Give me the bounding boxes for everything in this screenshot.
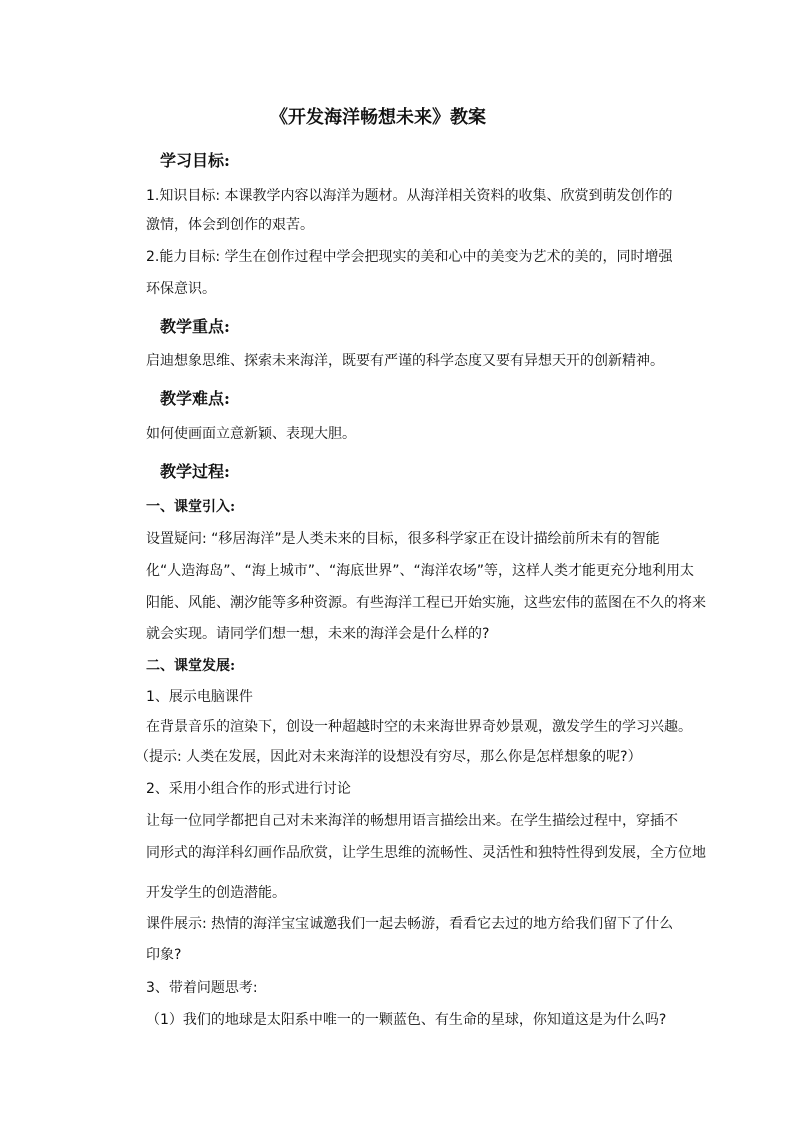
intro-heading: 一、课堂引入: xyxy=(146,499,236,515)
intro-paragraph-line-4: 就会实现。请同学们想一想，未来的海洋会是什么样的? xyxy=(146,626,490,642)
knowledge-objective-line-1: 1.知识目标: 本课教学内容以海洋为题材。从海洋相关资料的收集、欣赏到萌发创作的 xyxy=(146,188,673,204)
development-heading: 二、课堂发展: xyxy=(146,658,236,674)
intro-paragraph-line-3: 阳能、风能、潮汐能等多种资源。有些海洋工程已开始实施，这些宏伟的蓝图在不久的将来 xyxy=(146,595,706,611)
ability-objective-line-1: 2.能力目标: 学生在创作过程中学会把现实的美和心中的美变为艺术的美的，同时增强 xyxy=(146,249,673,265)
courseware-paragraph-line-1: 课件展示: 热情的海洋宝宝诚邀我们一起去畅游，看看它去过的地方给我们留下了什么 xyxy=(146,916,674,932)
ability-objective-line-2: 环保意识。 xyxy=(146,281,216,297)
question-1: （1）我们的地球是太阳系中唯一的一颗蓝色、有生命的星球，你知道这是为什么吗? xyxy=(146,1012,667,1028)
knowledge-objective-line-2: 激情，体会到创作的艰苦。 xyxy=(146,217,314,233)
intro-paragraph-line-1: 设置疑问: “移居海洋”是人类未来的目标，很多科学家正在设计描绘前所未有的智能 xyxy=(146,531,660,547)
difficulties-heading: 教学难点: xyxy=(160,389,230,408)
key-points-heading: 教学重点: xyxy=(160,317,230,336)
objectives-heading: 学习目标: xyxy=(160,151,230,170)
step-3-heading: 3、带着问题思考: xyxy=(146,980,258,996)
intro-paragraph-line-2: 化“人造海岛”、“海上城市”、“海底世界”、“海洋农场”等，这样人类才能更充分地利用太 xyxy=(146,563,695,579)
step-1-heading: 1、展示电脑课件 xyxy=(146,689,253,705)
step-2-paragraph-line-1: 让每一位同学都把自己对未来海洋的畅想用语言描绘出来。在学生描绘过程中，穿插不 xyxy=(146,813,678,829)
difficulties-text: 如何使画面立意新颖、表现大胆。 xyxy=(146,426,356,442)
step-2-heading: 2、采用小组合作的形式进行讨论 xyxy=(146,781,351,797)
step-1-text: 在背景音乐的渲染下，创设一种超越时空的未来海世界奇妙景观，激发学生的学习兴趣。 xyxy=(146,719,692,735)
key-points-text: 启迪想象思维、探索未来海洋，既要有严谨的科学态度又要有异想天开的创新精神。 xyxy=(146,353,664,369)
step-2-paragraph-line-2: 同形式的海洋科幻画作品欣赏，让学生思维的流畅性、灵活性和独特性得到发展，全方位地 xyxy=(146,845,706,861)
process-heading: 教学过程: xyxy=(160,462,230,481)
courseware-paragraph-line-2: 印象? xyxy=(146,947,182,963)
step-1-hint: （提示: 人类在发展，因此对未来海洋的设想没有穷尽，那么你是怎样想象的呢?） xyxy=(135,749,642,765)
document-title: 《开发海洋畅想未来》教案 xyxy=(270,107,486,128)
step-2-paragraph-line-3: 开发学生的创造潜能。 xyxy=(146,885,286,901)
